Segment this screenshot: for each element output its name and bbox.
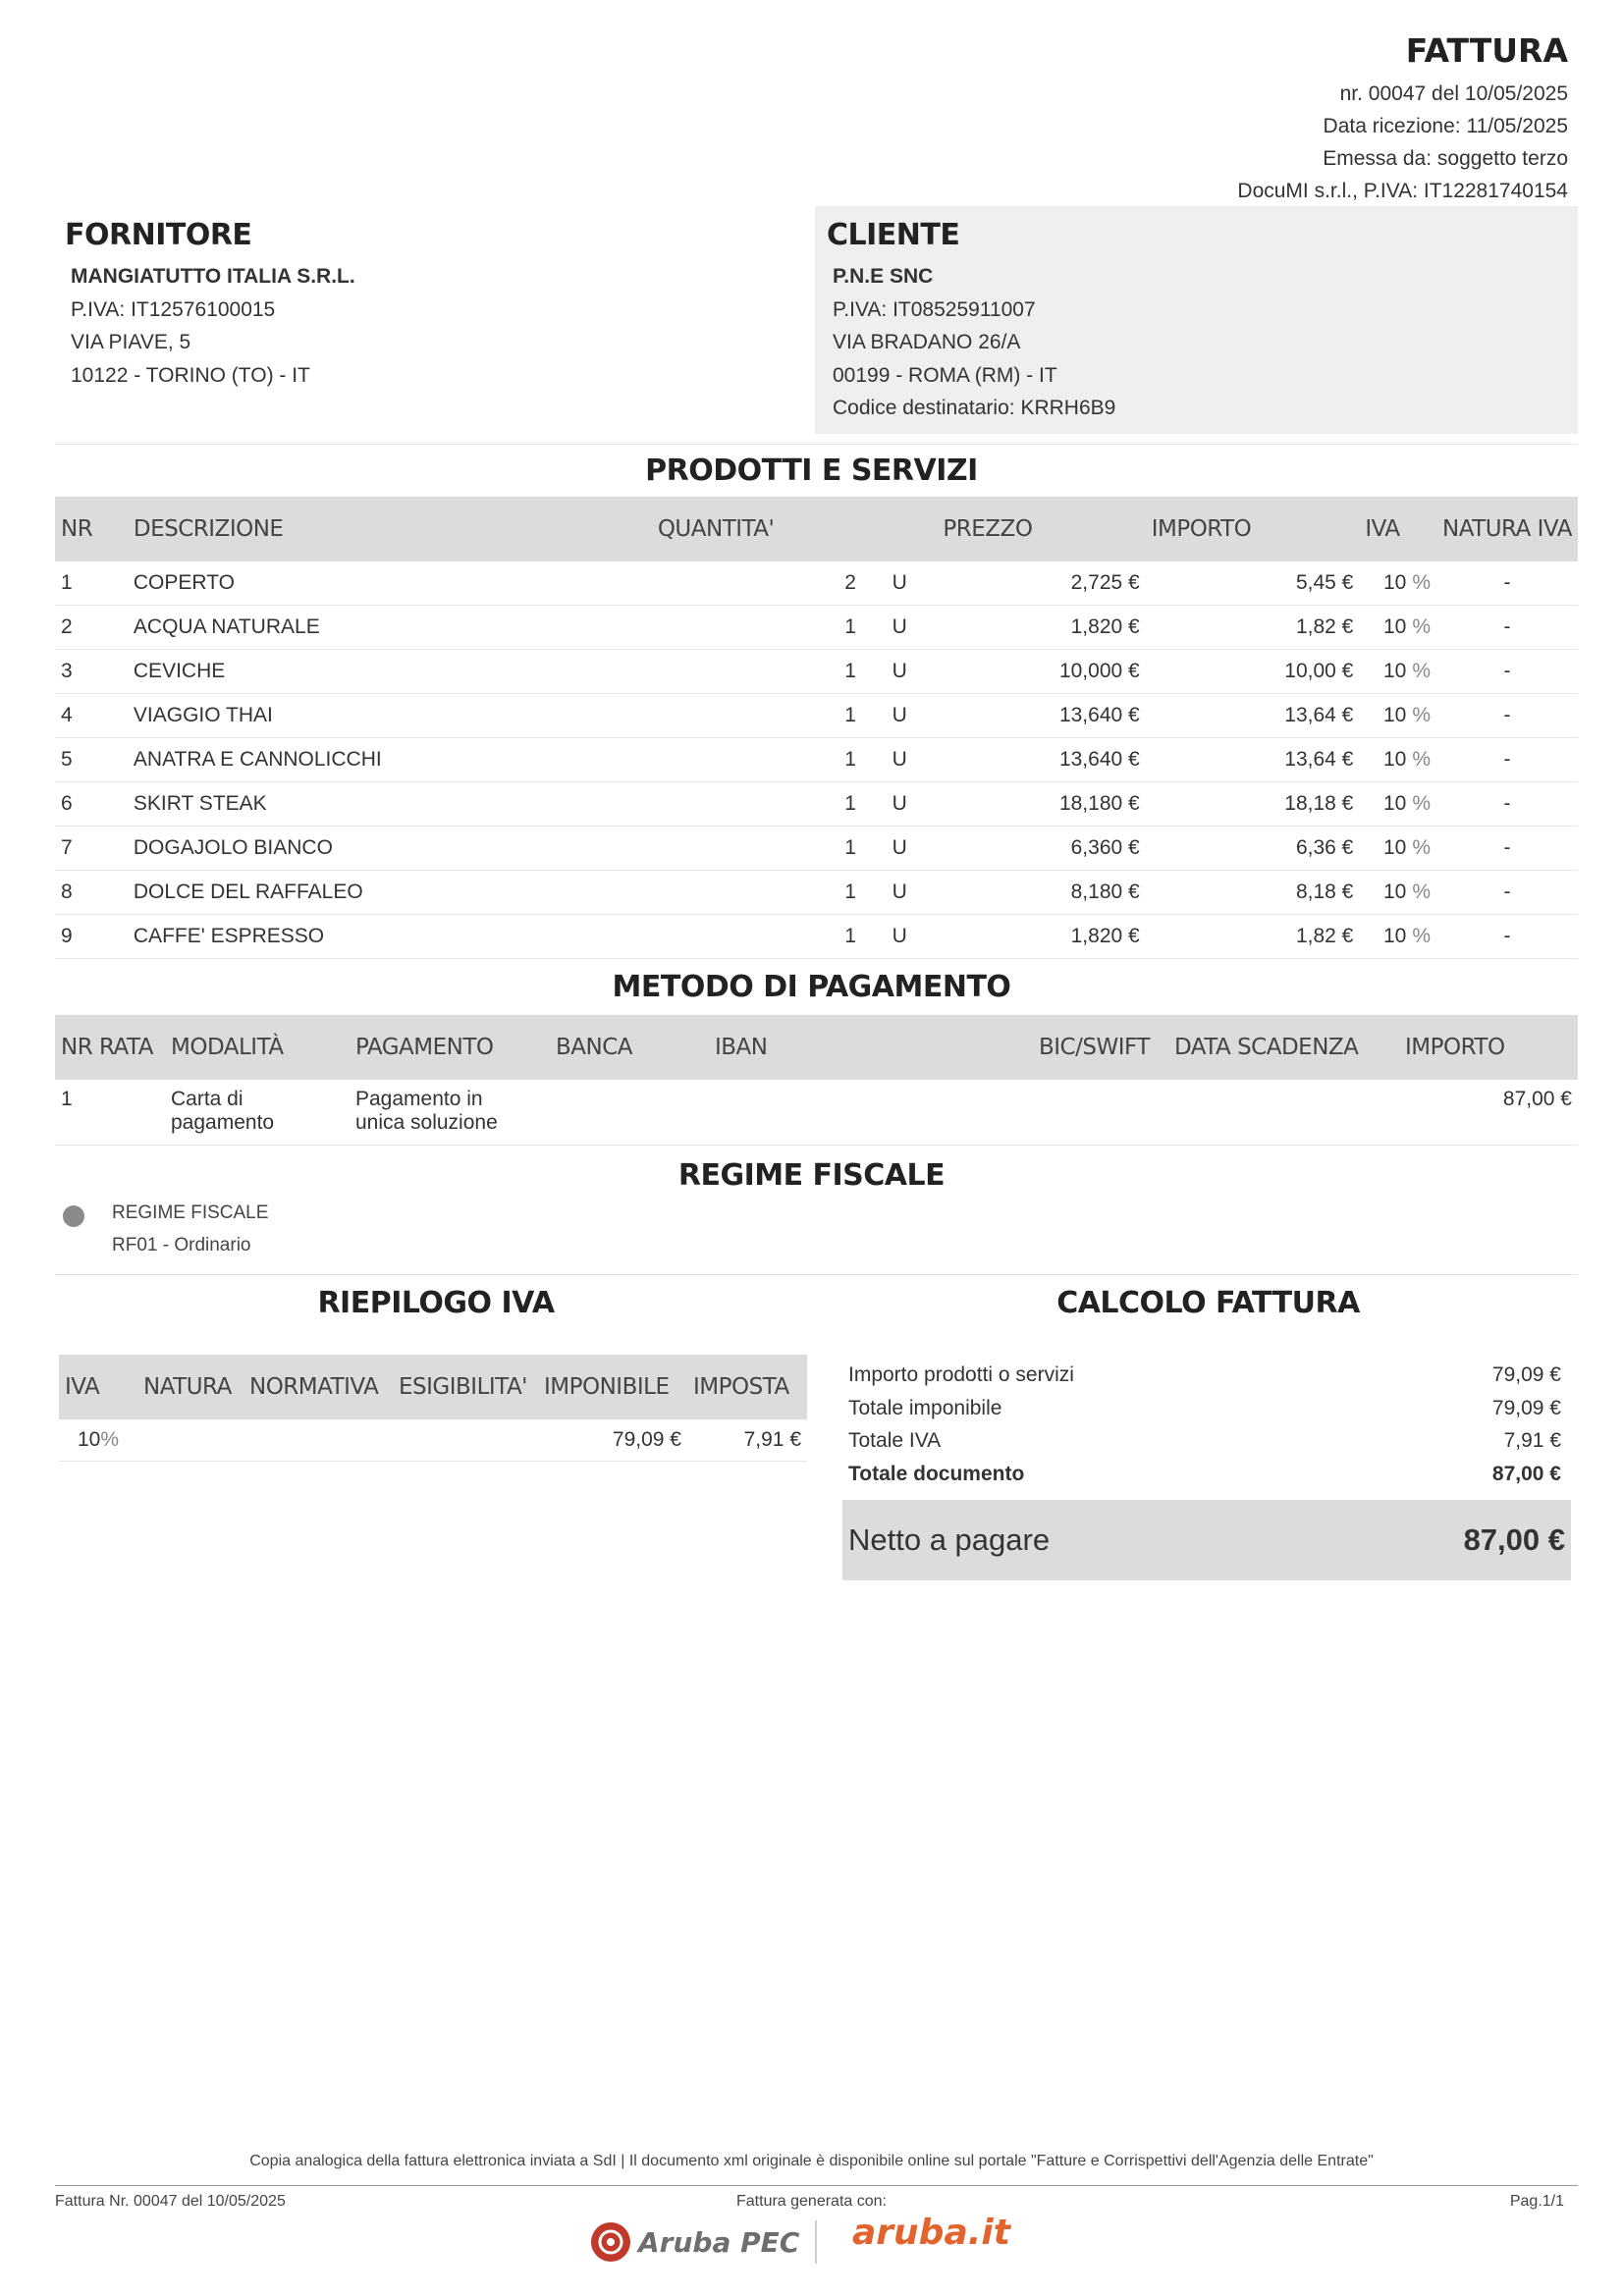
payment-bic — [1033, 1080, 1168, 1146]
divider — [55, 444, 1578, 445]
supplier-address: VIA PIAVE, 5 — [71, 331, 191, 353]
product-unit: U — [862, 694, 938, 738]
product-vat-rate: 10 — [1382, 881, 1407, 903]
product-vat — [1359, 915, 1436, 959]
product-vat — [1359, 561, 1436, 606]
payment-banca — [550, 1080, 709, 1146]
net-to-pay-value: 87,00 € — [1463, 1522, 1565, 1557]
product-amount: 13,64 € — [1146, 694, 1360, 738]
footer-note: Copia analogica della fattura elettronica inviata a SdI | Il documento xml originale è disponibile online sul portale "Fatture e Corrispettivi dell'Agenzia delle Entrate" — [249, 2153, 1374, 2169]
product-nr: 5 — [55, 738, 128, 782]
aruba-pec-logo — [589, 2220, 799, 2264]
product-price: 13,640 € — [937, 694, 1145, 738]
product-amount: 1,82 € — [1146, 915, 1360, 959]
payment-title: METODO DI PAGAMENTO — [612, 970, 1011, 1004]
vat-rate — [59, 1419, 137, 1462]
product-vat-rate: 10 — [1382, 704, 1407, 726]
products-title: PRODOTTI E SERVIZI — [645, 454, 978, 488]
col-banca: BANCA — [556, 1035, 633, 1060]
net-to-pay-label: Netto a pagare — [848, 1522, 1051, 1557]
product-quantity: 2 — [652, 561, 862, 606]
product-row — [55, 561, 1578, 606]
vat-rate-value: 10 — [77, 1428, 101, 1451]
payment-modalita-line-2: pagamento — [171, 1111, 275, 1134]
product-vat-nature: - — [1436, 650, 1578, 694]
vat-summary-title: RIEPILOGO IVA — [317, 1286, 555, 1320]
payment-nr-rata: 1 — [55, 1080, 165, 1146]
product-unit: U — [862, 915, 938, 959]
vat-imponibile: 79,09 € — [538, 1419, 687, 1462]
product-description: COPERTO — [128, 561, 652, 606]
product-row — [55, 915, 1578, 959]
product-vat — [1359, 871, 1436, 915]
payment-modalita — [165, 1080, 350, 1146]
product-row — [55, 650, 1578, 694]
client-recipient-code: Codice destinatario: KRRH6B9 — [833, 397, 1116, 419]
products-table — [55, 497, 1578, 959]
vat-normativa — [243, 1419, 393, 1462]
received-date: Data ricezione: 11/05/2025 — [1323, 115, 1568, 137]
calc-row-imponibile — [842, 1392, 1567, 1425]
product-quantity: 1 — [652, 694, 862, 738]
product-description: SKIRT STEAK — [128, 782, 652, 827]
product-vat-nature: - — [1436, 606, 1578, 650]
issuer-info: DocuMI s.r.l., P.IVA: IT12281740154 — [1237, 180, 1568, 202]
product-unit: U — [862, 650, 938, 694]
footer-divider — [55, 2185, 1578, 2186]
product-quantity: 1 — [652, 606, 862, 650]
product-price: 2,725 € — [937, 561, 1145, 606]
aruba-pec-logo-text: Aruba PEC — [638, 2225, 800, 2259]
col-importo-pagamento: IMPORTO — [1405, 1035, 1505, 1060]
product-unit: U — [862, 606, 938, 650]
product-quantity: 1 — [652, 650, 862, 694]
product-quantity: 1 — [652, 738, 862, 782]
product-nr: 9 — [55, 915, 128, 959]
col-vat-normativa: NORMATIVA — [249, 1374, 379, 1400]
vat-imposta: 7,91 € — [687, 1419, 807, 1462]
product-vat-nature: - — [1436, 782, 1578, 827]
product-row — [55, 738, 1578, 782]
product-quantity: 1 — [652, 782, 862, 827]
client-address: VIA BRADANO 26/A — [833, 331, 1021, 353]
calc-value: 79,09 € — [1491, 1363, 1561, 1386]
product-vat-rate: 10 — [1382, 925, 1407, 947]
product-row — [55, 827, 1578, 871]
product-unit: U — [862, 871, 938, 915]
product-amount: 1,82 € — [1146, 606, 1360, 650]
product-unit: U — [862, 738, 938, 782]
product-vat-percent: % — [1412, 615, 1432, 638]
supplier-title: FORNITORE — [65, 218, 252, 252]
product-vat-nature: - — [1436, 738, 1578, 782]
product-price: 10,000 € — [937, 650, 1145, 694]
payment-importo: 87,00 € — [1399, 1080, 1578, 1146]
product-vat-nature: - — [1436, 915, 1578, 959]
vat-natura — [137, 1419, 243, 1462]
calc-label: Importo prodotti o servizi — [848, 1363, 1074, 1386]
col-nr-rata: NR RATA — [61, 1035, 153, 1060]
product-vat-rate: 10 — [1382, 792, 1407, 815]
product-description: DOLCE DEL RAFFALEO — [128, 871, 652, 915]
product-nr: 6 — [55, 782, 128, 827]
product-vat-rate: 10 — [1382, 748, 1407, 771]
issued-by: Emessa da: soggetto terzo — [1323, 147, 1568, 170]
product-vat — [1359, 827, 1436, 871]
product-amount: 10,00 € — [1146, 650, 1360, 694]
product-unit: U — [862, 782, 938, 827]
col-vat-imposta: IMPOSTA — [693, 1374, 789, 1400]
product-amount: 18,18 € — [1146, 782, 1360, 827]
product-amount: 8,18 € — [1146, 871, 1360, 915]
calc-label: Totale imponibile — [848, 1396, 1002, 1419]
payment-header-row — [55, 1015, 1578, 1080]
payment-pagamento-line-2: unica soluzione — [355, 1111, 498, 1134]
product-nr: 4 — [55, 694, 128, 738]
logo-separator — [815, 2220, 817, 2264]
divider — [55, 1274, 1578, 1275]
footer-invoice-ref: Fattura Nr. 00047 del 10/05/2025 — [55, 2193, 286, 2210]
product-vat — [1359, 738, 1436, 782]
totale-value: 87,00 € — [1491, 1462, 1561, 1485]
product-vat — [1359, 650, 1436, 694]
client-block — [815, 206, 1578, 434]
calculation-title: CALCOLO FATTURA — [1056, 1286, 1360, 1320]
document-header — [1237, 31, 1568, 207]
payment-row — [55, 1080, 1578, 1146]
product-vat-percent: % — [1412, 660, 1432, 682]
document-title: FATTURA — [1405, 31, 1568, 70]
product-price: 1,820 € — [937, 915, 1145, 959]
vat-summary-row — [59, 1419, 807, 1462]
product-row — [55, 606, 1578, 650]
col-vat-imponibile: IMPONIBILE — [544, 1374, 670, 1400]
product-row — [55, 871, 1578, 915]
calc-value: 7,91 € — [1503, 1429, 1561, 1452]
product-nr: 8 — [55, 871, 128, 915]
footer-generated-with: Fattura generata con: — [736, 2193, 887, 2210]
footer-page-number: Pag.1/1 — [1509, 2193, 1564, 2210]
col-pagamento: PAGAMENTO — [355, 1035, 494, 1060]
product-amount: 5,45 € — [1146, 561, 1360, 606]
payment-table — [55, 1015, 1578, 1146]
product-vat-nature: - — [1436, 694, 1578, 738]
payment-pagamento-line-1: Pagamento in — [355, 1088, 483, 1110]
product-quantity: 1 — [652, 915, 862, 959]
vat-rate-percent: % — [100, 1428, 120, 1451]
supplier-block — [55, 206, 811, 434]
product-vat-nature: - — [1436, 827, 1578, 871]
product-vat — [1359, 606, 1436, 650]
col-vat-esigibilita: ESIGIBILITA' — [399, 1374, 528, 1400]
totale-label: Totale documento — [848, 1462, 1025, 1485]
product-quantity: 1 — [652, 827, 862, 871]
product-unit: U — [862, 827, 938, 871]
product-vat-percent: % — [1412, 881, 1432, 903]
product-description: CEVICHE — [128, 650, 652, 694]
product-vat-percent: % — [1412, 704, 1432, 726]
product-vat — [1359, 782, 1436, 827]
vat-esigibilita — [393, 1419, 538, 1462]
payment-modalita-line-1: Carta di — [171, 1088, 243, 1110]
product-description: VIAGGIO THAI — [128, 694, 652, 738]
product-vat-nature: - — [1436, 561, 1578, 606]
col-importo: IMPORTO — [1151, 516, 1252, 542]
product-vat — [1359, 694, 1436, 738]
supplier-name: MANGIATUTTO ITALIA S.R.L. — [71, 265, 355, 288]
calc-row-importo — [842, 1359, 1567, 1392]
regime-value: RF01 - Ordinario — [112, 1235, 251, 1255]
client-title: CLIENTE — [827, 218, 960, 252]
bullet-icon — [63, 1205, 84, 1227]
product-vat-rate: 10 — [1382, 836, 1407, 859]
product-price: 13,640 € — [937, 738, 1145, 782]
col-unita — [862, 497, 938, 561]
product-description: ACQUA NATURALE — [128, 606, 652, 650]
product-price: 1,820 € — [937, 606, 1145, 650]
supplier-vat: P.IVA: IT12576100015 — [71, 297, 276, 321]
col-iva: IVA — [1365, 516, 1400, 542]
product-price: 8,180 € — [937, 871, 1145, 915]
client-name: P.N.E SNC — [833, 265, 934, 288]
col-prezzo: PREZZO — [943, 516, 1033, 542]
regime-label: REGIME FISCALE — [112, 1202, 269, 1223]
calc-value: 79,09 € — [1491, 1396, 1561, 1419]
payment-pagamento — [350, 1080, 550, 1146]
col-iban: IBAN — [715, 1035, 768, 1060]
product-nr: 3 — [55, 650, 128, 694]
col-vat-natura: NATURA — [143, 1374, 232, 1400]
product-nr: 7 — [55, 827, 128, 871]
col-natura-iva: NATURA IVA — [1442, 516, 1572, 542]
aruba-it-logo: aruba.it — [852, 2213, 1010, 2253]
product-unit: U — [862, 561, 938, 606]
client-city: 00199 - ROMA (RM) - IT — [833, 363, 1057, 387]
product-amount: 13,64 € — [1146, 738, 1360, 782]
products-header-row — [55, 497, 1578, 561]
product-vat-rate: 10 — [1382, 571, 1407, 594]
col-bic: BIC/SWIFT — [1039, 1035, 1150, 1060]
regime-title: REGIME FISCALE — [677, 1158, 946, 1193]
calculation-lines — [842, 1359, 1567, 1490]
product-description: CAFFE' ESPRESSO — [128, 915, 652, 959]
calc-row-totale — [842, 1458, 1567, 1491]
aruba-pec-seal-icon — [589, 2220, 632, 2264]
product-price: 18,180 € — [937, 782, 1145, 827]
client-vat: P.IVA: IT08525911007 — [833, 297, 1036, 321]
col-modalita: MODALITÀ — [171, 1035, 284, 1060]
product-description: ANATRA E CANNOLICCHI — [128, 738, 652, 782]
vat-summary-table — [59, 1355, 807, 1462]
col-nr: NR — [61, 516, 93, 542]
product-vat-percent: % — [1412, 836, 1432, 859]
payment-iban — [709, 1080, 1033, 1146]
product-amount: 6,36 € — [1146, 827, 1360, 871]
invoice-number: nr. 00047 del 10/05/2025 — [1339, 82, 1568, 105]
product-vat-percent: % — [1412, 748, 1432, 771]
product-description: DOGAJOLO BIANCO — [128, 827, 652, 871]
payment-scadenza — [1168, 1080, 1399, 1146]
product-vat-rate: 10 — [1382, 615, 1407, 638]
product-nr: 2 — [55, 606, 128, 650]
col-data-scadenza: DATA SCADENZA — [1174, 1035, 1359, 1060]
product-vat-rate: 10 — [1382, 660, 1407, 682]
product-price: 6,360 € — [937, 827, 1145, 871]
col-vat-iva: IVA — [65, 1374, 100, 1400]
product-vat-percent: % — [1412, 925, 1432, 947]
product-vat-nature: - — [1436, 871, 1578, 915]
product-row — [55, 694, 1578, 738]
net-to-pay-box — [842, 1500, 1571, 1580]
supplier-city: 10122 - TORINO (TO) - IT — [71, 363, 310, 387]
product-vat-percent: % — [1412, 571, 1432, 594]
vat-summary-header-row — [59, 1355, 807, 1419]
col-descrizione: DESCRIZIONE — [133, 516, 284, 542]
product-row — [55, 782, 1578, 827]
product-nr: 1 — [55, 561, 128, 606]
calc-label: Totale IVA — [848, 1429, 942, 1452]
product-vat-percent: % — [1412, 792, 1432, 815]
calc-row-iva — [842, 1424, 1567, 1458]
product-quantity: 1 — [652, 871, 862, 915]
col-quantita: QUANTITA' — [657, 516, 775, 542]
